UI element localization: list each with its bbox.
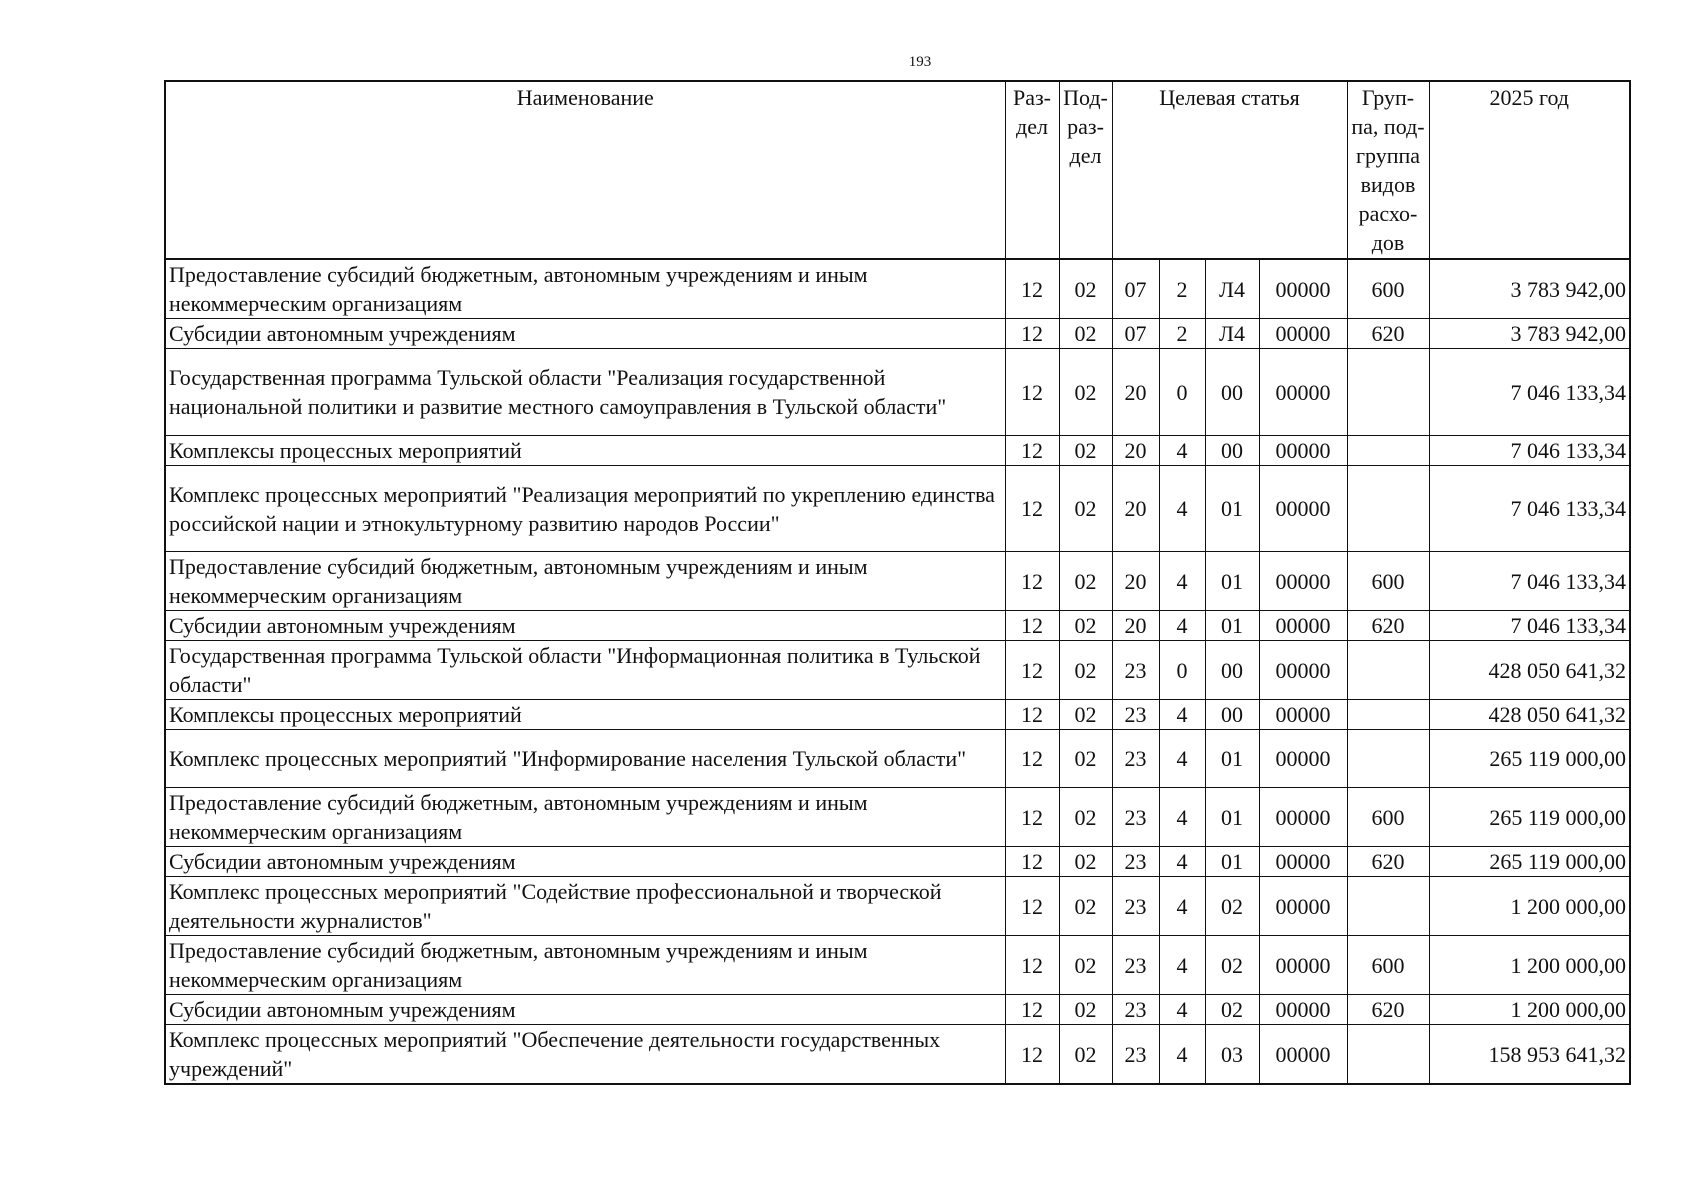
row-target-1: 23: [1112, 730, 1159, 788]
row-podrazdel: 02: [1059, 552, 1112, 611]
row-group: 620: [1347, 611, 1429, 641]
row-target-1: 23: [1112, 641, 1159, 700]
table-row: [165, 847, 1630, 877]
row-razdel: 12: [1005, 436, 1059, 466]
row-razdel: 12: [1005, 788, 1059, 847]
row-target-1: 23: [1112, 788, 1159, 847]
row-target-1: 23: [1112, 877, 1159, 936]
table-row: [165, 877, 1630, 936]
row-target-3: Л4: [1205, 319, 1259, 349]
row-podrazdel: 02: [1059, 936, 1112, 995]
row-group: [1347, 641, 1429, 700]
row-target-3: 01: [1205, 847, 1259, 877]
table-row: [165, 466, 1630, 552]
row-amount: 7 046 133,34: [1429, 349, 1630, 436]
table-row: [165, 641, 1630, 700]
table-row: [165, 349, 1630, 436]
row-group: 620: [1347, 995, 1429, 1025]
row-amount: 265 119 000,00: [1429, 847, 1630, 877]
row-target-2: 4: [1159, 995, 1205, 1025]
row-amount: 265 119 000,00: [1429, 730, 1630, 788]
row-target-1: 20: [1112, 349, 1159, 436]
row-name: Субсидии автономным учреждениям: [165, 611, 1005, 641]
row-target-4: 00000: [1259, 700, 1347, 730]
row-target-2: 4: [1159, 847, 1205, 877]
row-target-1: 20: [1112, 552, 1159, 611]
row-target-2: 4: [1159, 877, 1205, 936]
row-group: 600: [1347, 259, 1429, 319]
row-name: Комплекс процессных мероприятий "Информирование населения Тульской области": [165, 730, 1005, 788]
row-group: [1347, 877, 1429, 936]
row-target-3: 01: [1205, 611, 1259, 641]
row-podrazdel: 02: [1059, 611, 1112, 641]
row-target-2: 2: [1159, 319, 1205, 349]
row-amount: 158 953 641,32: [1429, 1025, 1630, 1085]
row-target-3: 00: [1205, 349, 1259, 436]
table-row: [165, 995, 1630, 1025]
row-name: Субсидии автономным учреждениям: [165, 995, 1005, 1025]
row-name: Предоставление субсидий бюджетным, автономным учреждениям и иным некоммерческим организациям: [165, 936, 1005, 995]
row-amount: 265 119 000,00: [1429, 788, 1630, 847]
row-name: Предоставление субсидий бюджетным, автономным учреждениям и иным некоммерческим организациям: [165, 259, 1005, 319]
row-name: Комплексы процессных мероприятий: [165, 436, 1005, 466]
row-podrazdel: 02: [1059, 877, 1112, 936]
row-group: 620: [1347, 847, 1429, 877]
table-row: [165, 552, 1630, 611]
row-target-3: 00: [1205, 436, 1259, 466]
row-name: Комплекс процессных мероприятий "Реализация мероприятий по укреплению единства российской нации и этнокультурному развитию народов России": [165, 466, 1005, 552]
row-target-2: 4: [1159, 700, 1205, 730]
row-razdel: 12: [1005, 552, 1059, 611]
header-podrazdel: Под- раз- дел: [1059, 81, 1112, 259]
row-target-4: 00000: [1259, 877, 1347, 936]
row-target-1: 20: [1112, 611, 1159, 641]
row-target-4: 00000: [1259, 466, 1347, 552]
row-target-3: 01: [1205, 788, 1259, 847]
row-target-3: Л4: [1205, 259, 1259, 319]
table-row: [165, 611, 1630, 641]
row-target-1: 07: [1112, 319, 1159, 349]
row-target-2: 0: [1159, 641, 1205, 700]
row-group: [1347, 466, 1429, 552]
row-group: [1347, 1025, 1429, 1085]
row-name: Комплекс процессных мероприятий "Содействие профессиональной и творческой деятельности журналистов": [165, 877, 1005, 936]
table-row: [165, 700, 1630, 730]
row-razdel: 12: [1005, 847, 1059, 877]
row-podrazdel: 02: [1059, 319, 1112, 349]
row-razdel: 12: [1005, 730, 1059, 788]
row-podrazdel: 02: [1059, 466, 1112, 552]
row-razdel: 12: [1005, 466, 1059, 552]
row-target-3: 01: [1205, 466, 1259, 552]
row-target-4: 00000: [1259, 436, 1347, 466]
row-target-4: 00000: [1259, 259, 1347, 319]
row-podrazdel: 02: [1059, 730, 1112, 788]
row-podrazdel: 02: [1059, 259, 1112, 319]
row-amount: 1 200 000,00: [1429, 877, 1630, 936]
table-row: [165, 436, 1630, 466]
header-razdel: Раз- дел: [1005, 81, 1059, 259]
row-target-2: 4: [1159, 552, 1205, 611]
row-name: Субсидии автономным учреждениям: [165, 847, 1005, 877]
row-amount: 7 046 133,34: [1429, 436, 1630, 466]
row-target-3: 01: [1205, 730, 1259, 788]
row-target-3: 01: [1205, 552, 1259, 611]
row-target-4: 00000: [1259, 552, 1347, 611]
row-target-3: 00: [1205, 700, 1259, 730]
row-amount: 7 046 133,34: [1429, 466, 1630, 552]
header-row: [165, 81, 1630, 259]
row-target-4: 00000: [1259, 1025, 1347, 1085]
row-podrazdel: 02: [1059, 349, 1112, 436]
row-target-1: 07: [1112, 259, 1159, 319]
row-target-4: 00000: [1259, 319, 1347, 349]
row-amount: 7 046 133,34: [1429, 611, 1630, 641]
row-razdel: 12: [1005, 700, 1059, 730]
row-group: 600: [1347, 788, 1429, 847]
row-target-2: 4: [1159, 788, 1205, 847]
row-target-4: 00000: [1259, 730, 1347, 788]
row-amount: 7 046 133,34: [1429, 552, 1630, 611]
row-podrazdel: 02: [1059, 788, 1112, 847]
row-amount: 428 050 641,32: [1429, 641, 1630, 700]
row-podrazdel: 02: [1059, 847, 1112, 877]
row-podrazdel: 02: [1059, 1025, 1112, 1085]
row-target-3: 02: [1205, 877, 1259, 936]
row-target-4: 00000: [1259, 611, 1347, 641]
row-target-1: 23: [1112, 700, 1159, 730]
row-podrazdel: 02: [1059, 436, 1112, 466]
row-podrazdel: 02: [1059, 700, 1112, 730]
header-name: Наименование: [165, 81, 1005, 259]
row-target-4: 00000: [1259, 349, 1347, 436]
row-target-4: 00000: [1259, 641, 1347, 700]
row-razdel: 12: [1005, 641, 1059, 700]
table-row: [165, 788, 1630, 847]
row-podrazdel: 02: [1059, 995, 1112, 1025]
row-target-1: 23: [1112, 995, 1159, 1025]
row-name: Комплексы процессных мероприятий: [165, 700, 1005, 730]
row-target-4: 00000: [1259, 936, 1347, 995]
row-target-2: 4: [1159, 1025, 1205, 1085]
page-number: 193: [908, 54, 932, 70]
row-razdel: 12: [1005, 611, 1059, 641]
row-group: 620: [1347, 319, 1429, 349]
row-target-2: 0: [1159, 349, 1205, 436]
row-group: [1347, 349, 1429, 436]
header-year: 2025 год: [1429, 81, 1630, 259]
row-target-2: 4: [1159, 611, 1205, 641]
row-name: Государственная программа Тульской области "Информационная политика в Тульской области": [165, 641, 1005, 700]
row-razdel: 12: [1005, 1025, 1059, 1085]
row-target-2: 2: [1159, 259, 1205, 319]
row-name: Государственная программа Тульской области "Реализация государственной национальной политики и развитие местного самоуправления в Тульской области": [165, 349, 1005, 436]
row-group: [1347, 700, 1429, 730]
row-amount: 3 783 942,00: [1429, 259, 1630, 319]
row-target-3: 03: [1205, 1025, 1259, 1085]
row-target-4: 00000: [1259, 847, 1347, 877]
row-amount: 1 200 000,00: [1429, 995, 1630, 1025]
row-name: Предоставление субсидий бюджетным, автономным учреждениям и иным некоммерческим организациям: [165, 552, 1005, 611]
row-target-2: 4: [1159, 436, 1205, 466]
row-target-2: 4: [1159, 730, 1205, 788]
row-name: Комплекс процессных мероприятий "Обеспечение деятельности государственных учреждений": [165, 1025, 1005, 1085]
row-target-3: 02: [1205, 995, 1259, 1025]
table-row: [165, 936, 1630, 995]
row-target-1: 20: [1112, 436, 1159, 466]
row-group: [1347, 436, 1429, 466]
table-row: [165, 730, 1630, 788]
table-row: [165, 319, 1630, 349]
row-target-3: 02: [1205, 936, 1259, 995]
row-target-2: 4: [1159, 466, 1205, 552]
row-target-1: 23: [1112, 1025, 1159, 1085]
row-group: 600: [1347, 936, 1429, 995]
row-group: 600: [1347, 552, 1429, 611]
row-target-4: 00000: [1259, 788, 1347, 847]
row-razdel: 12: [1005, 259, 1059, 319]
table-row: [165, 1025, 1630, 1085]
row-target-3: 00: [1205, 641, 1259, 700]
header-target: Целевая статья: [1112, 81, 1347, 259]
row-razdel: 12: [1005, 936, 1059, 995]
row-name: Предоставление субсидий бюджетным, автономным учреждениям и иным некоммерческим организациям: [165, 788, 1005, 847]
table-row: [165, 259, 1630, 319]
header-group: Груп- па, под- группа видов расхо- дов: [1347, 81, 1429, 259]
row-razdel: 12: [1005, 349, 1059, 436]
row-podrazdel: 02: [1059, 641, 1112, 700]
row-razdel: 12: [1005, 877, 1059, 936]
row-target-1: 20: [1112, 466, 1159, 552]
row-target-4: 00000: [1259, 995, 1347, 1025]
row-razdel: 12: [1005, 319, 1059, 349]
row-target-1: 23: [1112, 847, 1159, 877]
row-name: Субсидии автономным учреждениям: [165, 319, 1005, 349]
row-target-2: 4: [1159, 936, 1205, 995]
row-group: [1347, 730, 1429, 788]
row-target-1: 23: [1112, 936, 1159, 995]
row-amount: 1 200 000,00: [1429, 936, 1630, 995]
row-razdel: 12: [1005, 995, 1059, 1025]
row-amount: 3 783 942,00: [1429, 319, 1630, 349]
row-amount: 428 050 641,32: [1429, 700, 1630, 730]
budget-table: [164, 80, 1631, 1085]
